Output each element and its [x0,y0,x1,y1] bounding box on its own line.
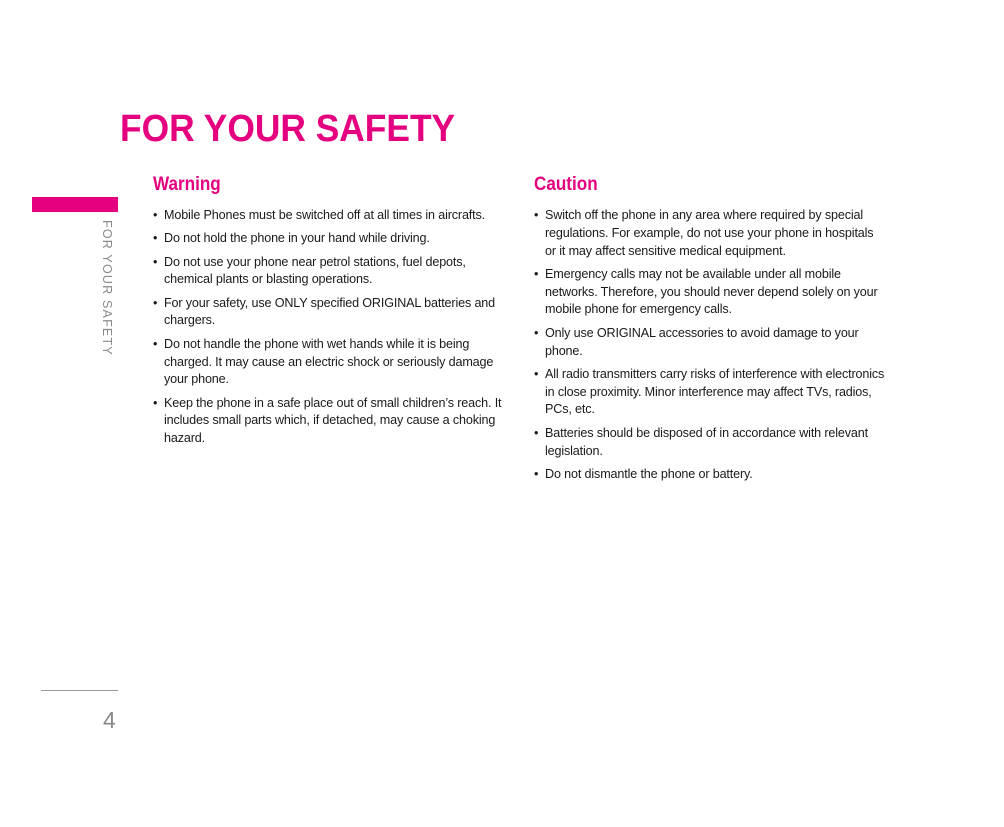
caution-section [534,172,886,489]
caution-item: • Batteries should be disposed of in accordance with relevant legislation. [534,425,886,461]
warning-item: • Do not hold the phone in your hand while driving. [153,230,505,248]
footer-divider [41,690,118,691]
warning-item: • Do not handle the phone with wet hands while it is being charged. It may cause an electric shock or seriously damage your phone. [153,336,505,389]
page-title: FOR YOUR SAFETY [120,108,456,150]
caution-item: • All radio transmitters carry risks of interference with electronics in close proximity. Minor interference may affect TVs, radios, PCs, etc. [534,366,886,419]
warning-item: • Mobile Phones must be switched off at all times in aircrafts. [153,207,505,225]
caution-heading: Caution [534,174,598,195]
page-number: 4 [103,707,116,733]
caution-item: • Only use ORIGINAL accessories to avoid damage to your phone. [534,325,886,361]
caution-item: • Emergency calls may not be available under all mobile networks. Therefore, you should never depend solely on your mobile phone for emergency calls. [534,266,886,319]
caution-list [534,207,886,484]
side-section-label: FOR YOUR SAFETY [100,220,114,356]
warning-item: • Do not use your phone near petrol stations, fuel depots, chemical plants or blasting operations. [153,254,505,290]
warning-list [153,207,505,448]
warning-item: • Keep the phone in a safe place out of small children’s reach. It includes small parts which, if detached, may cause a choking hazard. [153,395,505,448]
warning-heading: Warning [153,174,221,195]
section-tab-marker [32,197,118,212]
caution-item: • Switch off the phone in any area where required by special regulations. For example, do not use your phone in hospitals or it may affect sensitive medical equipment. [534,207,886,260]
warning-section [153,172,505,454]
warning-item: • For your safety, use ONLY specified ORIGINAL batteries and chargers. [153,295,505,331]
caution-item: • Do not dismantle the phone or battery. [534,466,886,484]
